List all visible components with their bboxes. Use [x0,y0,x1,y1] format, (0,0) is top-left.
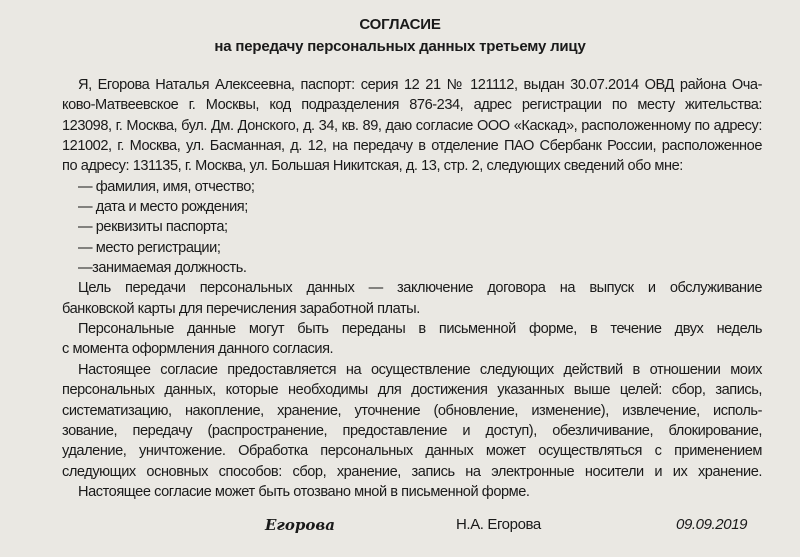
text-line: Цель передачи персональных данных — заключение договора на выпуск и обслуживание [78,280,762,296]
document-title: СОГЛАСИЕ [359,16,441,33]
text-line: следующих основных способов: сбор, хранение, запись на электронные носители и их хранение. [62,464,762,480]
text-line: зование, передачу (распространение, предоставление и доступ), обезличивание, блокирование, [62,423,762,439]
text-line: 123098, г. Москва, бул. Дм. Донского, д. 34, кв. 89, даю согласие ООО «Каскад», расположенному по адресу: [62,118,762,134]
signature: Егорова [265,516,335,534]
signer-name: Н.А. Егорова [456,516,541,533]
list-item: — дата и место рождения; [78,199,248,215]
text-line: Персональные данные могут быть переданы в письменной форме, в течение двух недель [78,321,762,337]
text-line: 121002, г. Москва, ул. Басманная, д. 12, на передачу в отделение ПАО Сбербанк России, расположенное [62,138,762,154]
text-line: с момента оформления данного согласия. [62,341,334,357]
text-line: Настоящее согласие предоставляется на осуществление следующих действий в отношении моих [78,362,762,378]
text-line: систематизацию, накопление, хранение, уточнение (обновление, изменение), извлечение, исполь- [62,403,762,419]
signature-date: 09.09.2019 [676,516,748,533]
list-item: — место регистрации; [78,240,221,256]
text-line: персональных данных, которые необходимы для достижения указанных выше целей: сбор, запись, [62,382,762,398]
list-item: — реквизиты паспорта; [78,219,228,235]
text-line: Настоящее согласие может быть отозвано мной в письменной форме. [78,484,530,500]
text-line: ково-Матвеевское г. Москвы, код подразделения 876-234, адрес регистрации по месту жительства: [62,97,762,113]
text-line: по адресу: 131135, г. Москва, ул. Большая Никитская, д. 13, стр. 2, следующих сведений обо мне: [62,158,683,174]
text-line: Я, Егорова Наталья Алексеевна, паспорт: серия 12 21 № 121112, выдан 30.07.2014 ОВД района Оча- [78,77,762,93]
text-line: банковской карты для перечисления заработной платы. [62,301,420,317]
document-subtitle: на передачу персональных данных третьему лицу [214,38,586,55]
list-item: —занимаемая должность. [78,260,247,276]
list-item: — фамилия, имя, отчество; [78,179,255,195]
text-line: удаление, уничтожение. Обработка персональных данных может осуществляться с применением [62,443,762,459]
